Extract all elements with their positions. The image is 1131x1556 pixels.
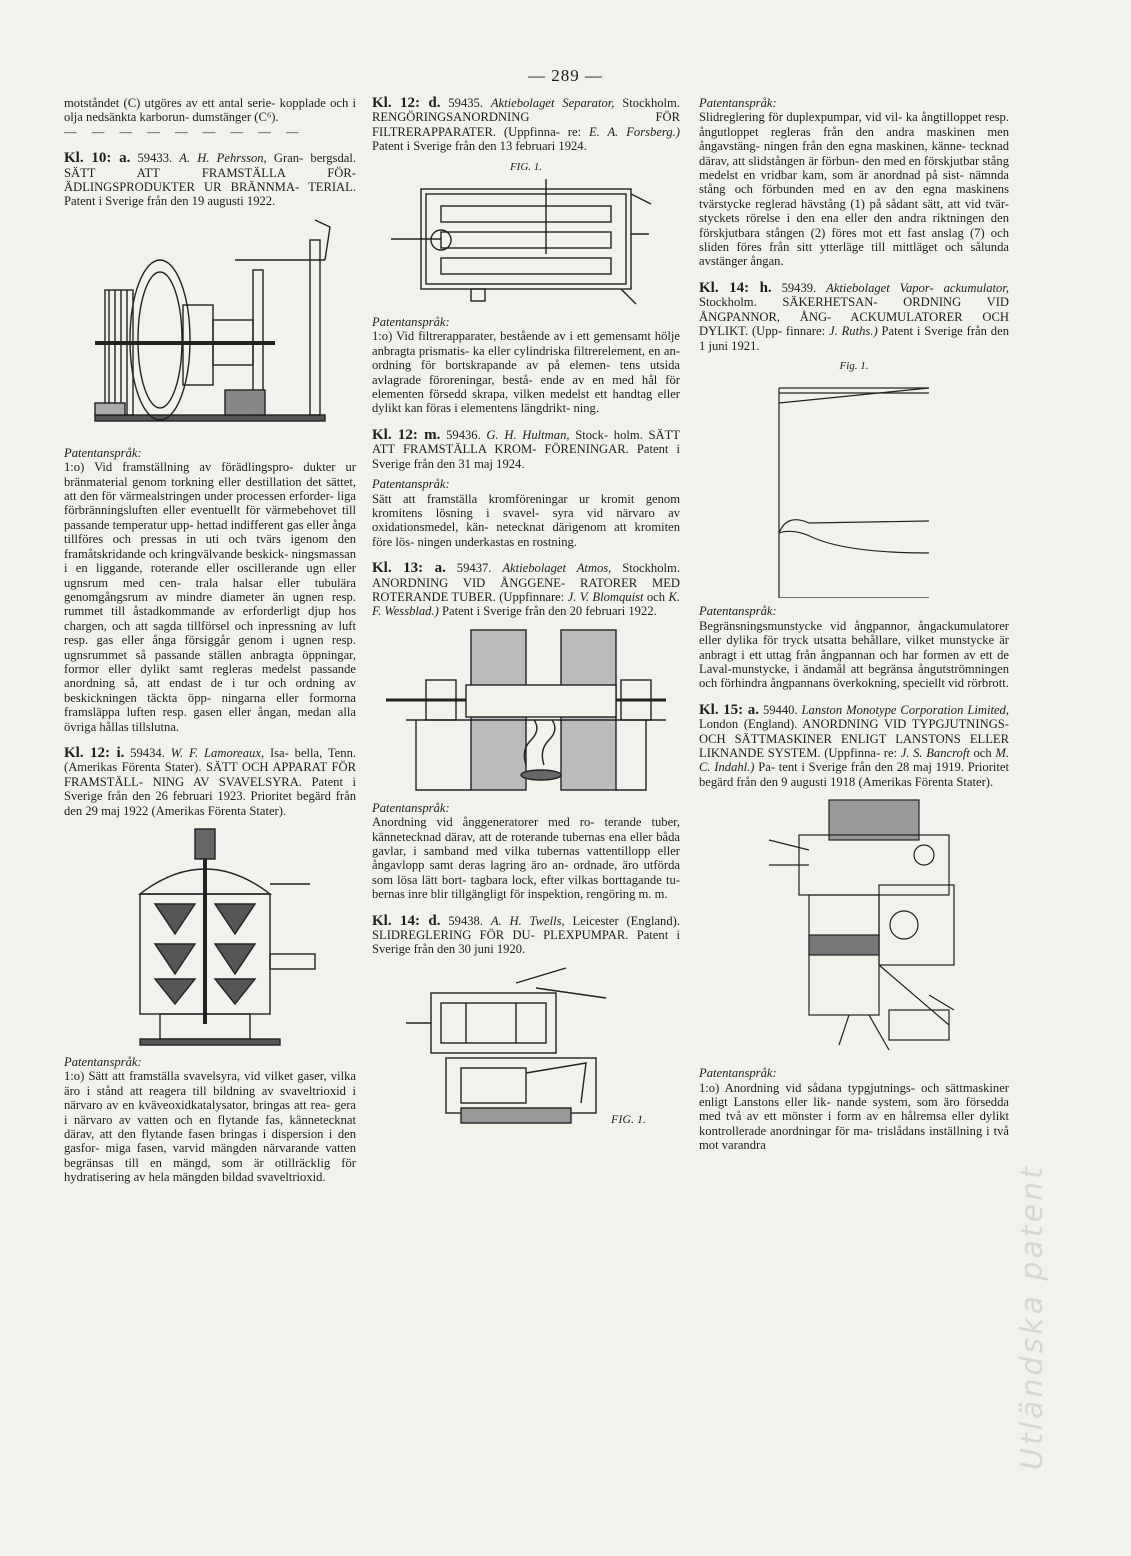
patent-number: 59436. [446, 427, 481, 442]
patent-description-cont: Pa- tent i Sverige från den 28 maj 1919. Prioritet begärd från den 9 augusti 1918 (Amerikas Förenta Stater). [699, 760, 1010, 789]
inventor-name: M. C. Indahl.) [699, 745, 1009, 775]
patent-number: 59433. [137, 151, 173, 166]
nozzle-diagram [769, 359, 939, 598]
duplex-pump-diagram [406, 963, 646, 1126]
nozzle-drawing [769, 373, 939, 598]
claims-heading: Patentanspråk: [372, 477, 450, 492]
patent-entry-59438 [372, 914, 680, 957]
class-label: Kl. 13: a. [372, 560, 446, 577]
patent-author: Lanston Monotype Corporation Limited, [801, 702, 1009, 717]
claims-heading: Patentanspråk: [372, 800, 450, 815]
conjunction: och [973, 745, 992, 760]
typesetting-machine-drawing [749, 795, 959, 1060]
filter-apparatus-diagram [391, 160, 661, 309]
kiln-diagram [85, 215, 335, 440]
patent-number: 59439. [781, 280, 817, 295]
patent-number: 59437. [456, 561, 492, 576]
figure-label: Fig. 1. [839, 359, 869, 372]
patent-entry-59433 [64, 151, 356, 209]
conjunction: och [646, 589, 666, 604]
column-1 [64, 96, 356, 1185]
patent-description: Stockholm. ANORDNING VID ÅNGGENE- RATORER MED ROTERANDE TUBER. (Uppfinnare: [372, 561, 680, 604]
patent-description: Stockholm. SÄKERHETSAN- ORDNING VID ÅNGPANNOR, ÅNG- ACKUMULATORER OCH DYLIKT. (Upp- finnare: [699, 295, 1009, 339]
separator-dashes: — — — — — — — — — [64, 124, 305, 139]
figure-label: FIG. 1. [611, 1111, 646, 1126]
class-label: Kl. 14: h. [699, 279, 772, 296]
class-label: Kl. 14: d. [372, 912, 441, 929]
patent-description: Stockholm. RENGÖRINGSANORDNING FÖR FILTRERAPPARATER. (Uppfinna- re: [372, 96, 680, 139]
inventor-name: J. V. Blomquist [567, 589, 644, 604]
inventor-name: J. Ruths.) [828, 324, 878, 339]
filter-drawing [391, 174, 661, 309]
column-2 [372, 96, 680, 1132]
patent-entry-59440 [699, 703, 1009, 789]
patent-description: Stock- holm. SÄTT ATT FRAMSTÄLLA KROM- FÖRENINGAR. Patent i Sverige från den 31 maj 1924. [372, 427, 680, 471]
class-label: Kl. 12: m. [372, 426, 441, 443]
patent-description-cont: Patent i Sverige från den 1 juni 1921. [699, 324, 1009, 353]
claim-text: Sätt att framställa kromföreningar ur kromit genom kromitens lösning i svavel- syra vid närvaro av oxidationsmedel, kän- netecknat därigenom att kromiten före lös- ningen underkastas en rostning. [372, 491, 680, 549]
claims-heading: Patentanspråk: [699, 96, 777, 110]
claim-text: 1:o) Sätt att framställa svavelsyra, vid vilket gaser, vilka äro i stånd att reagera till bildning av svaveltrioxid i närvaro av en kväveoxidkatalysator, bringas att rea- gera i närvaro av vatten och en flytande fas, kännetecknat därav, att den flytande fasen bringas i dispersion i den gasfor- miga fasen, varvid mängden närvarande vatten begränsas till en mängd, som är otillräcklig för hydratisering av hela mängden bildad svaveltrioxid. [64, 1069, 356, 1185]
patent-entry-59434 [64, 746, 356, 818]
inventor-name: J. S. Bancroft [900, 745, 970, 760]
class-label: Kl. 12: i. [64, 744, 125, 761]
claims-heading: Patentanspråk: [699, 604, 777, 619]
patent-description-cont: Patent i Sverige från den 13 februari 1924. [372, 139, 587, 154]
patent-author: Aktiebolaget Separator, [490, 96, 615, 110]
typesetting-machine-diagram [749, 795, 959, 1060]
patent-number: 59434. [130, 745, 165, 760]
patent-number: 59435. [448, 96, 483, 110]
patent-author: G. H. Hultman, [486, 427, 570, 442]
patent-author: W. F. Lamoreaux, [170, 745, 265, 760]
patent-author: Aktiebolaget Vapor- ackumulator, [826, 280, 1009, 295]
patent-number: 59438. [448, 913, 483, 928]
patent-entry-59435 [372, 96, 680, 154]
column-3 [699, 96, 1009, 1153]
patent-author: Aktiebolaget Atmos, [502, 561, 612, 576]
inventor-name: K. F. Wessblad.) [372, 589, 681, 619]
class-label: Kl. 15: a. [699, 701, 759, 718]
steam-generator-diagram [386, 625, 666, 795]
patent-description-cont: Patent i Sverige från den 20 februari 1922. [441, 604, 657, 619]
steam-generator-drawing [386, 625, 666, 795]
class-label: Kl. 12: d. [372, 95, 441, 111]
claim-text: Slidreglering för duplexpumpar, vid vil- ka ångtilloppet resp. ångutloppet regleras från den andra maskinen men ångavstäng- ningen från den egna maskinen, känne- tecknad därav, att slidstången är förbun- den med en förskjutbar stång medelst en vridbar kam, som är anordnad på sist- nämnda stång och förbunden med en av den egna maskinens tvärstycke reglerad hävstång (1) på sådant sätt, att vid tvär- styckets rörelse i den ena eller den andra riktningen den förskjutbara stången (2) föres mot ett fast anslag (7) och sliden föres från sitt ytterläge till mittläget och sålunda avstänger ångan. [699, 110, 1009, 269]
patent-description: Isa- bella, Tenn. (Amerikas Förenta Stater). SÄTT OCH APPARAT FÖR FRAMSTÄLL- NING AV SVAVELSYRA. Patent i Sverige från den 26 februari 1923. Prioritet begärd från den 29 maj 1922 (Amerikas Förenta Stater). [64, 745, 357, 818]
figure-label: FIG. 1. [509, 160, 543, 173]
faded-watermark-text: Utländska patent [1015, 1164, 1050, 1470]
claim-text: Anordning vid ånggeneratorer med ro- terande tuber, kännetecknad därav, att de roterande tubernas ena eller båda gavlar, i samband med vilka tubernas vattentillopp eller ångavlopp samt deras lagring äro an- ordnade, äro utförda som lösa lätt bort- tagbara lock, efter vilkas borttagande tu- bernas inre blir tillgängligt för inspektion, rengöring m. m. [372, 815, 680, 902]
claims-heading: Patentanspråk: [64, 1055, 142, 1069]
patent-entry-59436 [372, 428, 680, 471]
patent-author: A. H. Pehrsson, [179, 151, 267, 166]
claims-heading: Patentanspråk: [64, 445, 142, 460]
patent-entry-59437 [372, 561, 680, 619]
claim-text: 1:o) Vid framställning av förädlingspro- dukter ur bränmaterial genom torkning eller destillation det sättet, att den för värmealstringen under processen erforder- liga förbränningsluften eller eventuellt för värmebehovet till passande temperatur upp- hettad indifferent gas eller ånga tillföres och pressas in uti och tvärs igenom den framåtskridande och kringvälvande beskick- ningsmassan i en liggande, roterande eller oscillerande ugn eller ugnsrum med cen- trala halsar eller tubulära genomgångsrum av mindre diameter än ugnen resp. rummet till åstadkommande av erforderligt djup hos chargen, och att sagda tillförsel och inpressning av luft resp. gas eller ånga försiggår genom i ugnen resp. ugnsrummet så passande ställen anbragta öppningar, formor eller dylikt samt regleras medelst passande anordning så, att endast de i tur och ordning av beskickningen täckta öpp- ningarna eller formorna framsläppa luften resp. gasen eller ångan, medan alla övriga hållas tillslutna. [64, 460, 356, 734]
intro-text: motståndet (C) utgöres av ett antal serie- kopplade och i olja nedsänkta karborun- dumstänger (C⁶). [64, 96, 356, 125]
patent-description: London (England). ANORDNING VID TYPGJUTNINGS- OCH SÄTTMASKINER ENLIGT LANSTONS ELLER LIKNANDE SYSTEM. (Uppfinna- re: [699, 717, 1009, 760]
claims-heading: Patentanspråk: [372, 315, 450, 330]
duplex-pump-drawing [406, 963, 646, 1128]
claims-heading: Patentanspråk: [699, 1066, 777, 1081]
claim-text: Begränsningsmunstycke vid ångpannor, ångackumulatorer eller dylika för tryck utsatta behållare, vilket munstycke är anbragt i ett uttag från ångpannan och har formen av ett de Laval-munstycke, i ändamål att begränsa ångutströmningen och förhindra ångpannans överkokning, speciellt vid rörbrott. [699, 618, 1009, 691]
patent-author: A. H. Twells, [490, 913, 565, 928]
apparatus-drawing [100, 824, 320, 1049]
patent-description: Leicester (England). SLIDREGLERING FÖR DU- PLEXPUMPAR. Patent i Sverige från den 30 juni 1920. [372, 913, 680, 957]
inventor-name: E. A. Forsberg.) [588, 124, 680, 139]
class-label: Kl. 10: a. [64, 150, 131, 167]
page-number: — 289 — [528, 66, 603, 85]
patent-entry-59439 [699, 281, 1009, 353]
sulfuric-acid-apparatus-diagram [100, 824, 320, 1049]
patent-number: 59440. [762, 702, 798, 717]
claim-text: 1:o) Vid filtrerapparater, bestående av i ett gemensamt hölje anbragta prismatis- ka eller cylindriska filtrerelement, en an- ordning för bortskrapande av på elemen- tens utsida avlagrade föroreningar, bestå- ende av en med hål för elementen försedd skrapa, vilken medelst ett handtag eller dylikt kan föras i elementens längdrikt- ning. [372, 329, 680, 416]
claim-text: 1:o) Anordning vid sådana typgjutnings- och sättmaskiner enligt Lanstons eller lik- nande system, som äro försedda med två av ett mönster i form av en hålremsa eller dylikt kontrollerade anordningar för ma- trislådans inställning i två mot varandra [699, 1080, 1009, 1153]
kiln-diagram-drawing [85, 215, 335, 440]
patent-description: Gran- bergsdal. SÄTT ATT FRAMSTÄLLA FÖR- ÄDLINGSPRODUKTER UR BRÄNNMA- TERIAL. Patent i Sverige från den 19 augusti 1922. [64, 151, 356, 209]
